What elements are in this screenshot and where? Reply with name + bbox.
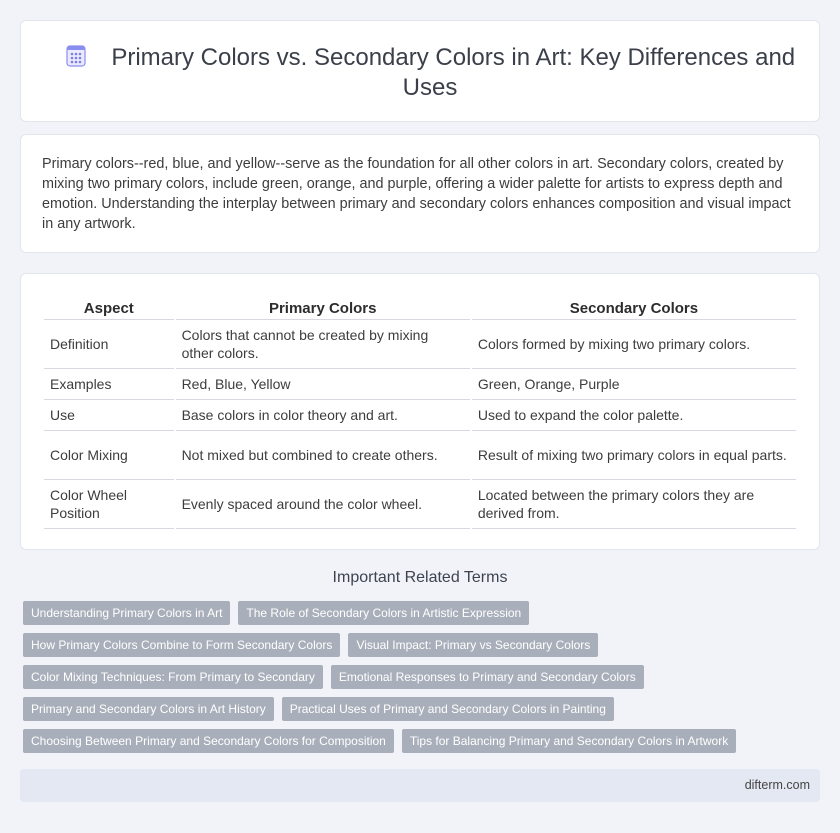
footer-site-link[interactable]: difterm.com [744, 778, 810, 792]
table-cell: Located between the primary colors they are derived from. [472, 480, 796, 529]
related-terms-list [23, 601, 803, 753]
table-cell: Used to expand the color palette. [472, 400, 796, 431]
table-cell: Evenly spaced around the color wheel. [176, 480, 470, 529]
related-term-link[interactable]: Visual Impact: Primary vs Secondary Colors [348, 633, 598, 657]
header-aspect: Aspect [44, 296, 174, 320]
table-cell: Colors that cannot be created by mixing other colors. [176, 320, 470, 369]
table-cell: Base colors in color theory and art. [176, 400, 470, 431]
comparison-table-card [20, 273, 820, 550]
footer [20, 769, 820, 802]
page-title: Primary Colors vs. Secondary Colors in Art: Key Differences and Uses [111, 44, 796, 101]
table-cell: Green, Orange, Purple [472, 369, 796, 400]
table-cell: Result of mixing two primary colors in equal parts. [472, 431, 796, 480]
table-cell: Use [44, 400, 174, 431]
header-secondary: Secondary Colors [472, 296, 796, 320]
related-term-link[interactable]: Primary and Secondary Colors in Art History [23, 697, 274, 721]
related-term-link[interactable]: Tips for Balancing Primary and Secondary Colors in Artwork [402, 729, 736, 753]
table-row [44, 431, 796, 480]
table-row [44, 400, 796, 431]
related-term-link[interactable]: How Primary Colors Combine to Form Secondary Colors [23, 633, 340, 657]
table-row [44, 320, 796, 369]
table-cell: Red, Blue, Yellow [176, 369, 470, 400]
table-cell: Color Wheel Position [44, 480, 174, 529]
intro-card [20, 134, 820, 253]
table-header-row [44, 296, 796, 320]
comparison-table [42, 296, 798, 529]
related-term-link[interactable]: The Role of Secondary Colors in Artistic Expression [238, 601, 529, 625]
related-term-link[interactable]: Understanding Primary Colors in Art [23, 601, 230, 625]
table-cell: Color Mixing [44, 431, 174, 480]
related-term-link[interactable]: Choosing Between Primary and Secondary Colors for Composition [23, 729, 394, 753]
table-cell: Definition [44, 320, 174, 369]
related-term-link[interactable]: Emotional Responses to Primary and Secondary Colors [331, 665, 644, 689]
table-cell: Not mixed but combined to create others. [176, 431, 470, 480]
related-term-link[interactable]: Color Mixing Techniques: From Primary to Secondary [23, 665, 323, 689]
document-grid-icon [65, 45, 87, 67]
title-card [20, 20, 820, 122]
table-cell: Examples [44, 369, 174, 400]
related-term-link[interactable]: Practical Uses of Primary and Secondary Colors in Painting [282, 697, 614, 721]
table-row [44, 369, 796, 400]
related-terms-title: Important Related Terms [332, 569, 508, 586]
table-cell: Colors formed by mixing two primary colors. [472, 320, 796, 369]
intro-text: Primary colors--red, blue, and yellow--serve as the foundation for all other colors in art. Secondary colors, created by mixing two primary colors, include green, orange, and purple, offering a wider palette for artists to express depth and emotion. Understanding the interplay between primary and secondary colors enhances composition and visual impact in any artwork. [42, 156, 791, 232]
header-primary: Primary Colors [176, 296, 470, 320]
title-wrap [61, 43, 799, 103]
table-row [44, 480, 796, 529]
